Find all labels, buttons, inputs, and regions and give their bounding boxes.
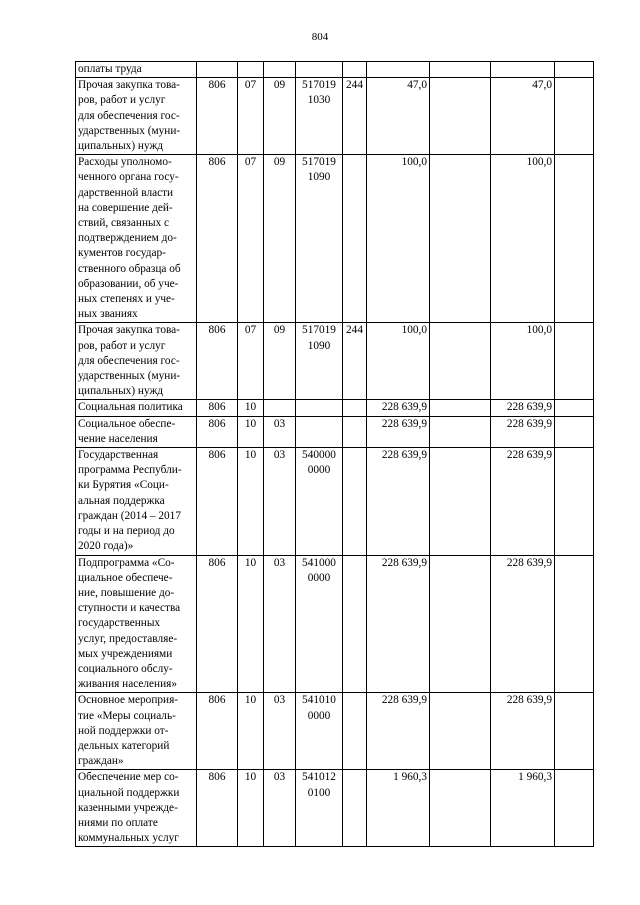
expense-name-cell: Прочая закупка това- ров, работ и услуг для обеспечения гос- ударственных (муни- ципальных) нужд [76, 78, 197, 155]
total-amount-cell [367, 62, 430, 78]
expense-type-cell [343, 448, 367, 555]
note-cell [555, 770, 594, 847]
expense-type-cell [343, 693, 367, 770]
table-row [76, 155, 594, 323]
subsection-code-cell [264, 62, 296, 78]
total-amount-cell: 228 639,9 [367, 693, 430, 770]
amount-cell: 228 639,9 [491, 555, 555, 693]
section-code-cell: 10 [238, 416, 264, 447]
amount-cell: 228 639,9 [491, 400, 555, 416]
ministry-code-cell: 806 [197, 770, 238, 847]
table-row [76, 693, 594, 770]
expense-type-cell: 244 [343, 323, 367, 400]
additional-amount-cell [430, 323, 491, 400]
target-article-cell: 517019 1090 [296, 323, 343, 400]
section-code-cell: 10 [238, 448, 264, 555]
section-code-cell [238, 62, 264, 78]
ministry-code-cell: 806 [197, 78, 238, 155]
total-amount-cell: 228 639,9 [367, 416, 430, 447]
additional-amount-cell [430, 155, 491, 323]
note-cell [555, 555, 594, 693]
expense-type-cell [343, 416, 367, 447]
target-article-cell [296, 416, 343, 447]
table-row [76, 400, 594, 416]
total-amount-cell: 228 639,9 [367, 448, 430, 555]
amount-cell: 100,0 [491, 155, 555, 323]
section-code-cell: 10 [238, 693, 264, 770]
ministry-code-cell: 806 [197, 555, 238, 693]
table-row [76, 770, 594, 847]
section-code-cell: 10 [238, 555, 264, 693]
target-article-cell: 517019 1090 [296, 155, 343, 323]
amount-cell: 228 639,9 [491, 693, 555, 770]
expense-name-cell: Основное мероприя- тие «Меры социаль- ной поддержки от- дельных категорий граждан» [76, 693, 197, 770]
subsection-code-cell: 03 [264, 416, 296, 447]
ministry-code-cell [197, 62, 238, 78]
expense-type-cell [343, 400, 367, 416]
note-cell [555, 323, 594, 400]
subsection-code-cell: 09 [264, 323, 296, 400]
table-row [76, 448, 594, 555]
subsection-code-cell: 09 [264, 78, 296, 155]
additional-amount-cell [430, 555, 491, 693]
additional-amount-cell [430, 770, 491, 847]
total-amount-cell: 100,0 [367, 155, 430, 323]
section-code-cell: 07 [238, 155, 264, 323]
table-row [76, 62, 594, 78]
amount-cell: 228 639,9 [491, 448, 555, 555]
ministry-code-cell: 806 [197, 323, 238, 400]
page-number: 804 [311, 31, 329, 43]
target-article-cell [296, 62, 343, 78]
amount-cell: 47,0 [491, 78, 555, 155]
amount-cell: 1 960,3 [491, 770, 555, 847]
target-article-cell: 541010 0000 [296, 693, 343, 770]
amount-cell: 100,0 [491, 323, 555, 400]
note-cell [555, 400, 594, 416]
target-article-cell: 540000 0000 [296, 448, 343, 555]
amount-cell [491, 62, 555, 78]
expense-type-cell [343, 62, 367, 78]
expense-name-cell: Прочая закупка това- ров, работ и услуг для обеспечения гос- ударственных (муни- ципальных) нужд [76, 323, 197, 400]
note-cell [555, 155, 594, 323]
expense-type-cell: 244 [343, 78, 367, 155]
note-cell [555, 416, 594, 447]
expense-name-cell: Подпрограмма «Со- циальное обеспече- ние, повышение до- ступности и качества государственных услуг, предоставляе- мых учреждениями социального обслу- живания населения» [76, 555, 197, 693]
total-amount-cell: 1 960,3 [367, 770, 430, 847]
note-cell [555, 62, 594, 78]
target-article-cell: 541012 0100 [296, 770, 343, 847]
expense-type-cell [343, 770, 367, 847]
target-article-cell: 541000 0000 [296, 555, 343, 693]
expense-type-cell [343, 155, 367, 323]
subsection-code-cell: 03 [264, 770, 296, 847]
subsection-code-cell: 03 [264, 555, 296, 693]
note-cell [555, 448, 594, 555]
expense-type-cell [343, 555, 367, 693]
additional-amount-cell [430, 448, 491, 555]
total-amount-cell: 47,0 [367, 78, 430, 155]
additional-amount-cell [430, 78, 491, 155]
subsection-code-cell [264, 400, 296, 416]
target-article-cell: 517019 1030 [296, 78, 343, 155]
additional-amount-cell [430, 693, 491, 770]
table-row [76, 555, 594, 693]
budget-table [75, 61, 594, 847]
ministry-code-cell: 806 [197, 155, 238, 323]
section-code-cell: 07 [238, 323, 264, 400]
expense-name-cell: Государственная программа Республи- ки Бурятия «Соци- альная поддержка граждан (2014 – 2017 годы и на период до 2020 года)» [76, 448, 197, 555]
expense-name-cell: оплаты труда [76, 62, 197, 78]
section-code-cell: 07 [238, 78, 264, 155]
section-code-cell: 10 [238, 770, 264, 847]
note-cell [555, 78, 594, 155]
subsection-code-cell: 03 [264, 693, 296, 770]
subsection-code-cell: 03 [264, 448, 296, 555]
ministry-code-cell: 806 [197, 693, 238, 770]
ministry-code-cell: 806 [197, 448, 238, 555]
additional-amount-cell [430, 416, 491, 447]
ministry-code-cell: 806 [197, 416, 238, 447]
expense-name-cell: Обеспечение мер со- циальной поддержки казенными учрежде- ниями по оплате коммунальных услуг [76, 770, 197, 847]
section-code-cell: 10 [238, 400, 264, 416]
note-cell [555, 693, 594, 770]
table-row [76, 78, 594, 155]
additional-amount-cell [430, 400, 491, 416]
expense-name-cell: Социальное обеспе- чение населения [76, 416, 197, 447]
total-amount-cell: 228 639,9 [367, 400, 430, 416]
expense-name-cell: Социальная политика [76, 400, 197, 416]
amount-cell: 228 639,9 [491, 416, 555, 447]
total-amount-cell: 100,0 [367, 323, 430, 400]
expense-name-cell: Расходы уполномо- ченного органа госу- дарственной власти на совершение дей- ствий, связанных с подтверждением до- кументов государ- ственного образца об образовании, об уче- ных степенях и уче- ных званиях [76, 155, 197, 323]
total-amount-cell: 228 639,9 [367, 555, 430, 693]
table-row [76, 416, 594, 447]
target-article-cell [296, 400, 343, 416]
additional-amount-cell [430, 62, 491, 78]
ministry-code-cell: 806 [197, 400, 238, 416]
table-row [76, 323, 594, 400]
subsection-code-cell: 09 [264, 155, 296, 323]
